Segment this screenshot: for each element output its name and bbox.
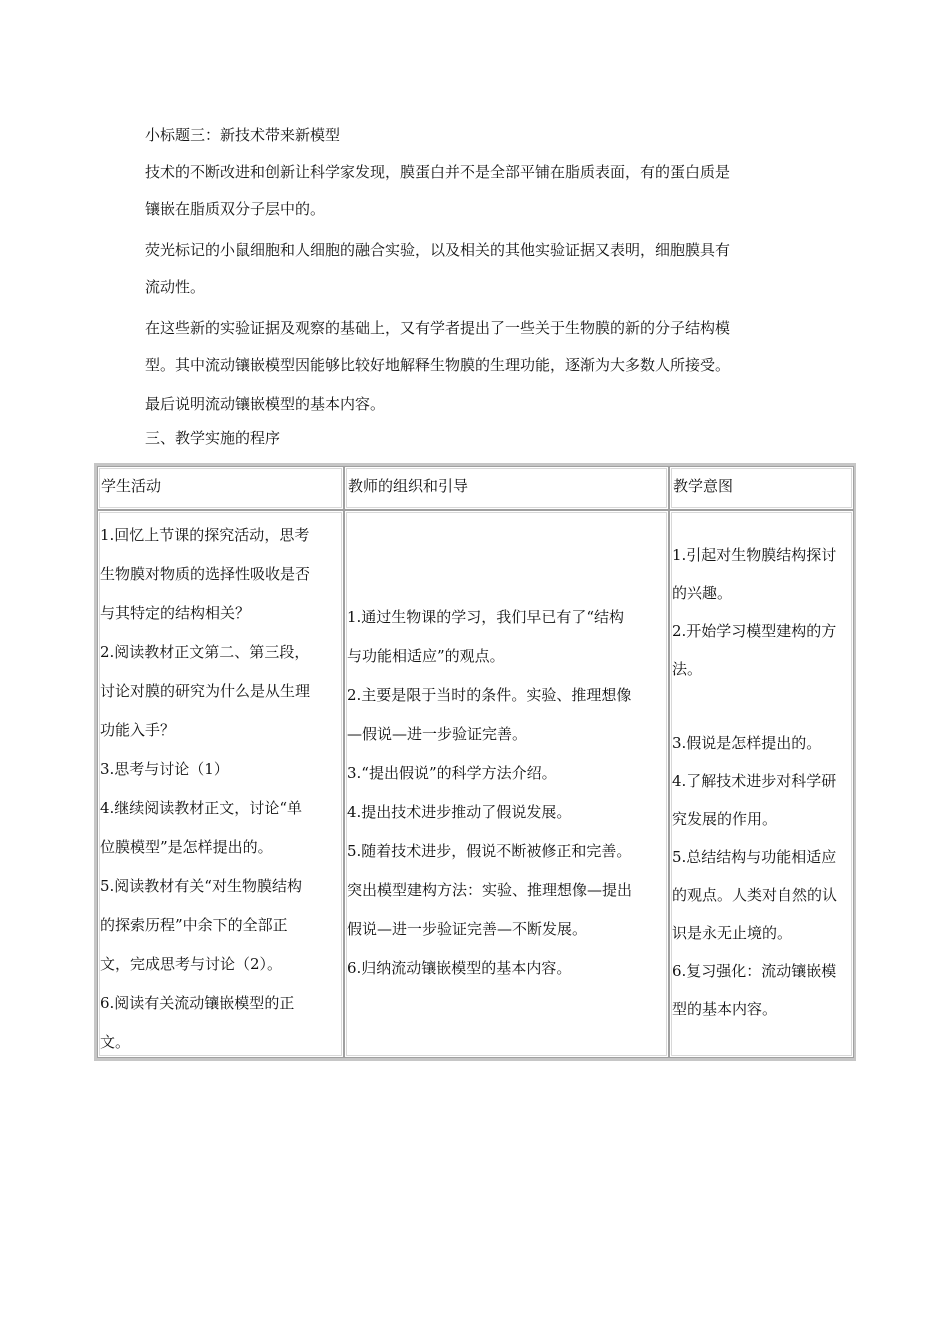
- text-line: 最后说明流动镶嵌模型的基本内容。: [145, 395, 386, 413]
- text-line: 识是永无止境的。: [672, 924, 793, 942]
- text-line: 1.通过生物课的学习，我们早已有了“结构: [347, 608, 624, 626]
- cell-text: [672, 536, 851, 1028]
- text-line: 3.思考与讨论（1）: [100, 760, 229, 778]
- text-line: 型的基本内容。: [672, 1000, 778, 1018]
- text-line: 荧光标记的小鼠细胞和人细胞的融合实验，以及相关的其他实验证据又表明，细胞膜具有: [145, 241, 731, 259]
- text-line: 6.复习强化：流动镶嵌模: [672, 962, 837, 980]
- text-line: 型。其中流动镶嵌模型因能够比较好地解释生物膜的生理功能，逐渐为大多数人所接受。: [145, 356, 731, 374]
- header-label: 教师的组织和引导: [348, 477, 469, 495]
- text-line: 功能入手？: [100, 721, 176, 739]
- text-line: 4.提出技术进步推动了假说发展。: [347, 803, 572, 821]
- text-line: 的观点。人类对自然的认: [672, 886, 838, 904]
- text-line: 生物膜对物质的选择性吸收是否: [100, 565, 311, 583]
- text-line: 镶嵌在脂质双分子层中的。: [145, 200, 326, 218]
- text-line: 5.阅读教材有关“对生物膜结构: [100, 877, 302, 895]
- procedure-table: [94, 463, 856, 1061]
- cell-text: [100, 516, 341, 1062]
- text-line: 2.主要是限于当时的条件。实验、推理想像: [347, 686, 632, 704]
- paragraph-membrane-proteins: [145, 154, 815, 228]
- text-line: 1.引起对生物膜结构探讨: [672, 546, 837, 564]
- text-line: 3.“提出假说”的科学方法介绍。: [347, 764, 557, 782]
- text-line: 2.阅读教材正文第二、第三段，: [100, 643, 310, 661]
- cell-student-activity: [97, 510, 344, 1058]
- text-line: 6.归纳流动镶嵌模型的基本内容。: [347, 959, 572, 977]
- text-line: 4.继续阅读教材正文，讨论“单: [100, 799, 302, 817]
- paragraph-fluid-mosaic-model: [145, 310, 815, 384]
- text-line: 1.回忆上节课的探究活动，思考: [100, 526, 310, 544]
- text-line: 与功能相适应”的观点。: [347, 647, 505, 665]
- text-line: 5.随着技术进步，假说不断被修正和完善。: [347, 842, 632, 860]
- text-line: 突出模型建构方法：实验、推理想像—提出: [347, 881, 633, 899]
- text-line: 位膜模型”是怎样提出的。: [100, 838, 273, 856]
- header-label: 教学意图: [673, 477, 734, 495]
- text-line: 2.开始学习模型建构的方: [672, 622, 837, 640]
- text-line: 5.总结结构与功能相适应: [672, 848, 837, 866]
- text-line: 的探索历程”中余下的全部正: [100, 916, 288, 934]
- header-teaching-purpose: [669, 466, 854, 510]
- header-label: 学生活动: [101, 477, 162, 495]
- text-line: 文。: [100, 1033, 131, 1051]
- text-line: 究发展的作用。: [672, 810, 778, 828]
- text-line: 流动性。: [145, 278, 206, 296]
- text-line: 文，完成思考与讨论（2）。: [100, 955, 283, 973]
- text-line: 4.了解技术进步对科学研: [672, 772, 837, 790]
- subtitle: 小标题三：新技术带来新模型: [145, 126, 341, 144]
- cell-teacher-guidance: [344, 510, 669, 1058]
- text-line: 讨论对膜的研究为什么是从生理: [100, 682, 311, 700]
- text-line: —假说—进一步验证完善。: [347, 725, 528, 743]
- text-line: 假说—进一步验证完善—不断发展。: [347, 920, 588, 938]
- section-heading: 三、教学实施的程序: [145, 429, 281, 447]
- spacer: [672, 688, 851, 724]
- header-student-activity: [97, 466, 344, 510]
- text-line: 与其特定的结构相关？: [100, 604, 251, 622]
- text-line: 3.假说是怎样提出的。: [672, 734, 822, 752]
- text-line: 技术的不断改进和创新让科学家发现，膜蛋白并不是全部平铺在脂质表面，有的蛋白质是: [145, 163, 731, 181]
- header-teacher-guidance: [344, 466, 669, 510]
- cell-teaching-purpose: [669, 510, 854, 1058]
- paragraph-fluidity: [145, 232, 815, 306]
- text-line: 在这些新的实验证据及观察的基础上，又有学者提出了一些关于生物膜的新的分子结构模: [145, 319, 731, 337]
- cell-text: [347, 598, 666, 988]
- text-line: 法。: [672, 660, 703, 678]
- text-line: 的兴趣。: [672, 584, 733, 602]
- text-line: 6.阅读有关流动镶嵌模型的正: [100, 994, 295, 1012]
- paragraph-conclusion: [145, 389, 815, 419]
